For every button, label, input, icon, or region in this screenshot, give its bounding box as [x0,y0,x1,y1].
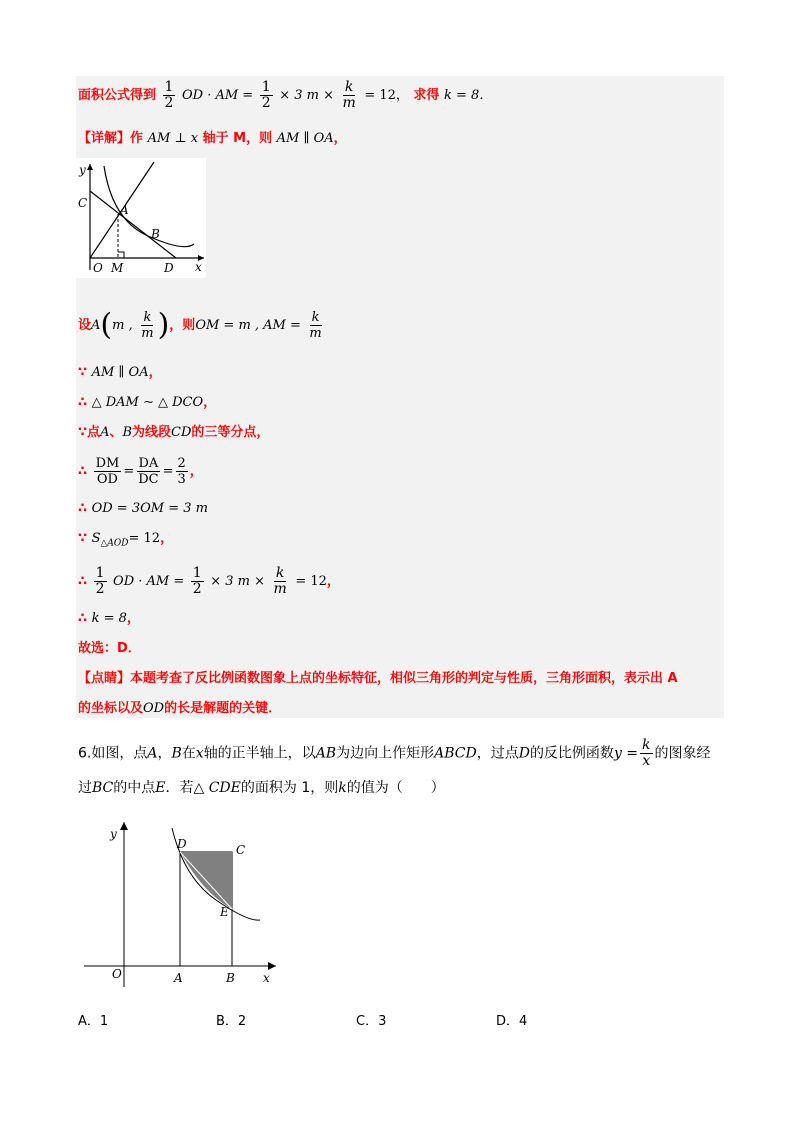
fraction: $\frac{1}{2}$ [95,565,105,597]
solution-line-3 [78,307,326,343]
fraction: $\frac{1}{2}$ [164,79,174,111]
fraction: $\frac{DA}{DC}$ [138,456,159,487]
label-y: y [110,827,117,841]
figure-2-svg [76,812,286,990]
fraction: $\frac{2}{3}$ [177,456,186,487]
right-angle-mark [118,252,124,258]
therefore-symbol: ∴ [78,501,88,516]
label-d: D [164,261,174,275]
math: = 12 [295,574,327,589]
option-a[interactable]: A．1 [78,1014,109,1029]
label-m: M [111,261,124,275]
solution-line-2 [78,130,347,148]
line-cd [90,191,176,258]
fraction: $\frac{k}{m}$ [273,565,287,597]
fraction: $\frac{k}{x}$ [642,737,651,769]
y-arrow [120,822,128,830]
math: CD [171,425,192,440]
label-e: E [220,905,229,919]
therefore-symbol: ∴ [78,574,88,589]
option-c[interactable]: C．3 [356,1014,387,1029]
solution-line-6 [78,424,269,442]
comment-tag: 【点睛】 [78,671,131,686]
math: A [91,318,101,333]
solution-line-7: ∴ $\frac{DM}{OD}$ = $\frac{DA}{DC}$ = $\frac{2}{3}$ ， [78,456,203,487]
fraction: $\frac{1}{2}$ [261,79,271,111]
math: OD = 3OM = 3 m [91,501,208,516]
therefore-symbol: ∴ [78,611,88,626]
fraction: $\frac{1}{2}$ [192,565,202,597]
text: ， [333,131,347,146]
text: ， [189,464,203,479]
label-o: O [112,967,122,981]
label-x: x [263,971,270,985]
therefore-symbol: ∴ [78,464,88,479]
math: m , [112,318,133,333]
math: △ DAM ∼ △ DCO [91,395,204,410]
math: k = 8 [91,611,127,626]
text: ，则 [169,318,196,333]
label-a: A [174,971,183,985]
fraction: $\frac{DM}{OD}$ [95,456,120,487]
text: ， [160,531,174,546]
question-6-line-1: 6.如图，点A，B在x轴的正半轴上，以AB为边向上作矩形ABCD，过点D的反比例函数y = $\frac{k}{x}$ 的图象经 [78,737,711,769]
math: × 3 m × [210,574,265,589]
text: 作 [130,131,144,146]
math: = 12， [364,88,409,103]
therefore-symbol: ∴ [78,395,88,410]
solution-line-4 [78,364,162,382]
math: B [122,425,133,440]
text: 的三等分点， [191,425,270,440]
figure-1-svg [76,158,206,278]
label-y: y [79,163,86,177]
because-symbol: ∵ [78,531,88,546]
because-symbol: ∵ [78,365,88,380]
text: ， [326,574,340,589]
text: M [233,131,247,146]
option-d[interactable]: D．4 [496,1014,528,1029]
text: 为线段 [132,425,172,440]
text: 的坐标以及 [78,701,144,716]
label-c: C [236,843,246,857]
subscript: △AOD [100,538,129,549]
solution-line-1 [78,80,492,111]
math: k = 8． [443,88,493,103]
text: 本题考查了反比例函数图象上点的坐标特征，相似三角形的判定与性质，三角形面积，表示出 A [130,671,678,686]
text: 、 [109,425,123,440]
fraction: $\frac{k}{m}$ [342,79,356,111]
math: AM ∥ OA [276,131,334,146]
text: ，则 [246,131,273,146]
solution-line-11 [78,610,140,628]
detail-tag: 【详解】 [78,131,131,146]
math: OD [143,701,165,716]
label-d: D [177,837,187,851]
x-arrow [268,962,276,970]
solution-line-5 [78,394,216,412]
fraction: $\frac{k}{m}$ [309,310,322,341]
math: = 12 [128,531,161,546]
text: 求得 [413,88,440,103]
solution-line-13 [78,670,678,688]
label-x: x [195,260,202,274]
solution-line-10 [78,566,340,597]
label-b: B [151,227,160,241]
paren-open: ( [100,307,113,343]
math: S [91,531,101,546]
text: 轴于 [202,131,229,146]
figure-2 [76,812,286,990]
label-o: O [93,261,103,275]
math: OD · AM = [113,574,185,589]
text: ， [126,611,140,626]
text: 点 [87,425,101,440]
math: OD · AM = [182,88,254,103]
text: 的长是解题的关键． [164,701,282,716]
label-b: B [226,971,235,985]
math: A [100,425,110,440]
question-6-line-2: 过BC的中点E．若△ CDE的面积为 1，则k的值为（ ） [78,780,445,796]
math: OM = m , AM = [195,318,301,333]
label-a: A [120,203,129,217]
text: ， [203,395,217,410]
label-c: C [78,196,88,210]
figure-1 [76,158,206,278]
paren-close: ) [157,307,170,343]
solution-line-9 [78,530,173,553]
solution-line-14 [78,700,281,718]
y-arrow [87,164,93,170]
math: AM ∥ OA [91,365,149,380]
math: AM ⊥ x [147,131,199,146]
text: 面积公式得到 [78,88,157,103]
fraction: $\frac{k}{m}$ [141,310,154,341]
solution-line-8 [78,500,208,518]
text: ， [148,365,162,380]
answer-text: 故选：D． [78,641,141,656]
because-symbol: ∵ [78,425,88,440]
solution-line-12 [78,640,141,658]
question-number: 6. [78,745,92,762]
math: × 3 m × [279,88,334,103]
text: 设 [78,318,92,333]
option-b[interactable]: B．2 [216,1014,247,1029]
